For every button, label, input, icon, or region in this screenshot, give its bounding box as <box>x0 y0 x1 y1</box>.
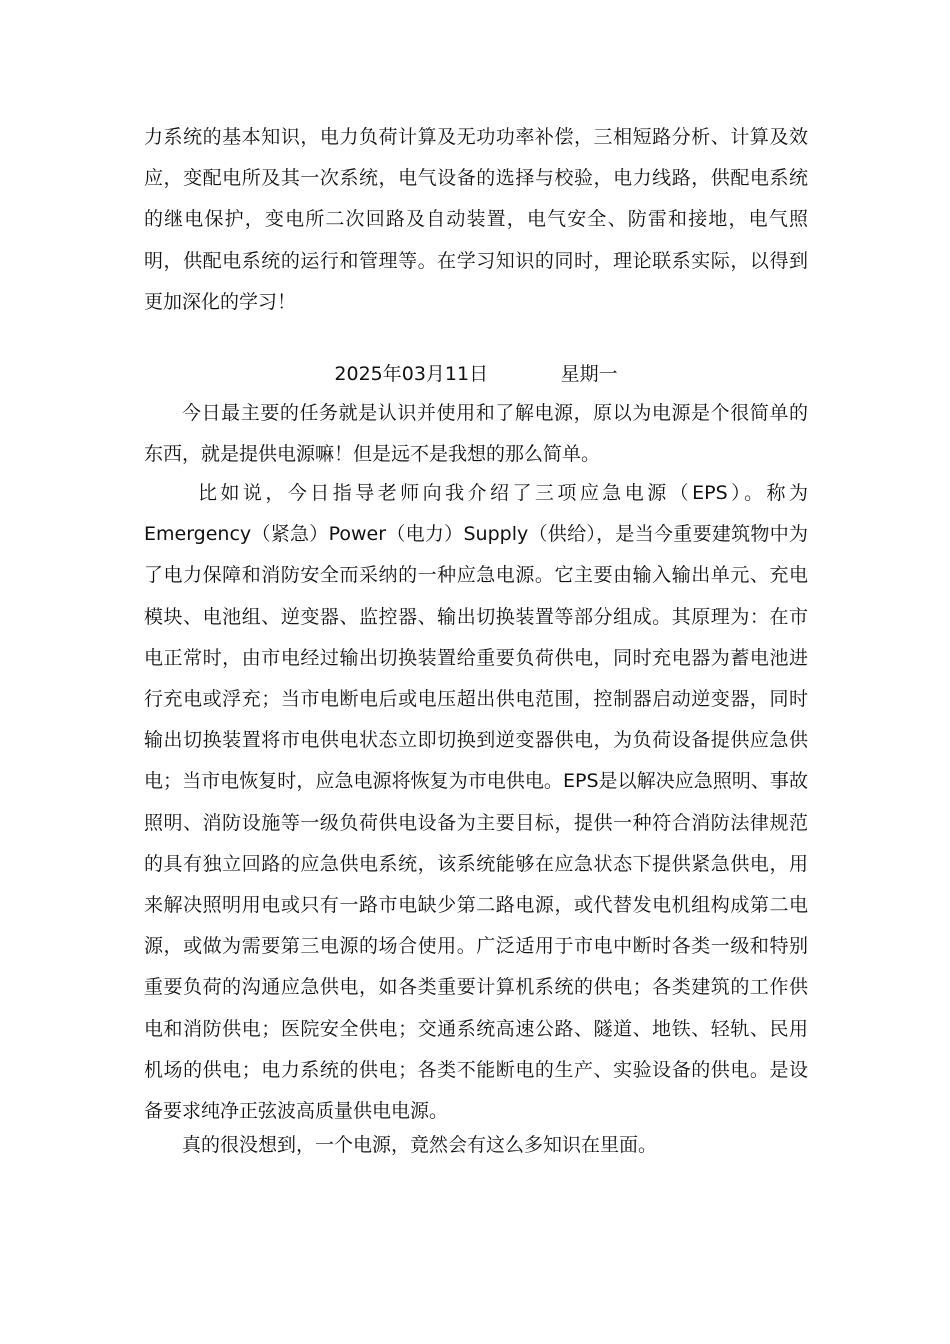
paragraph-reflection: 真的很没想到，一个电源，竟然会有这么多知识在里面。 <box>182 1134 658 1156</box>
entry-date-line <box>144 356 808 392</box>
entry-date: 2025年03月11日 <box>334 363 489 385</box>
intro-paragraph: 力系统的基本知识，电力负荷计算及无功功率补偿，三相短路分析、计算及效应，变配电所及其一次系统，电气设备的选择与校验，电力线路，供配电系统的继电保护，变电所二次回路及自动装置，电气安全、防雷和接地，电气照明，供配电系统的运行和管理等。在学习知识的同时，理论联系实际，以得到更加深化的学习！ <box>144 126 808 313</box>
paragraph-eps: 比如说，今日指导老师向我介绍了三项应急电源（EPS）。称为Emergency（紧急）Power（电力）Supply（供给），是当今重要建筑物中为了电力保障和消防安全而采纳的一种应急电源。它主要由输入输出单元、充电模块、电池组、逆变器、监控器、输出切换装置等部分组成。其原理为：在市电正常时，由市电经过输出切换装置给重要负荷供电，同时充电器为蓄电池进行充电或浮充；当市电断电后或电压超出供电范围，控制器启动逆变器，同时输出切换装置将市电供电状态立即切换到逆变器供电，为负荷设备提供应急供电；当市电恢复时，应急电源将恢复为市电供电。EPS是以解决应急照明、事故照明、消防设施等一级负荷供电设备为主要目标，提供一种符合消防法律规范的具有独立回路的应急供电系统，该系统能够在应急状态下提供紧急供电，用来解决照明用电或只有一路市电缺少第二路电源，或代替发电机组构成第二电源，或做为需要第三电源的场合使用。广泛适用于市电中断时各类一级和特别重要负荷的沟通应急供电，如各类重要计算机系统的供电；各类建筑的工作供电和消防供电；医院安全供电；交通系统高速公路、隧道、地铁、轻轨、民用机场的供电；电力系统的供电；各类不能断电的生产、实验设备的供电。是设备要求纯净正弦波高质量供电电源。 <box>144 482 808 1123</box>
paragraph-task: 今日最主要的任务就是认识并使用和了解电源，原以为电源是个很简单的东西，就是提供电源嘛！但是远不是我想的那么简单。 <box>144 402 808 466</box>
entry-weekday: 星期一 <box>560 363 618 385</box>
